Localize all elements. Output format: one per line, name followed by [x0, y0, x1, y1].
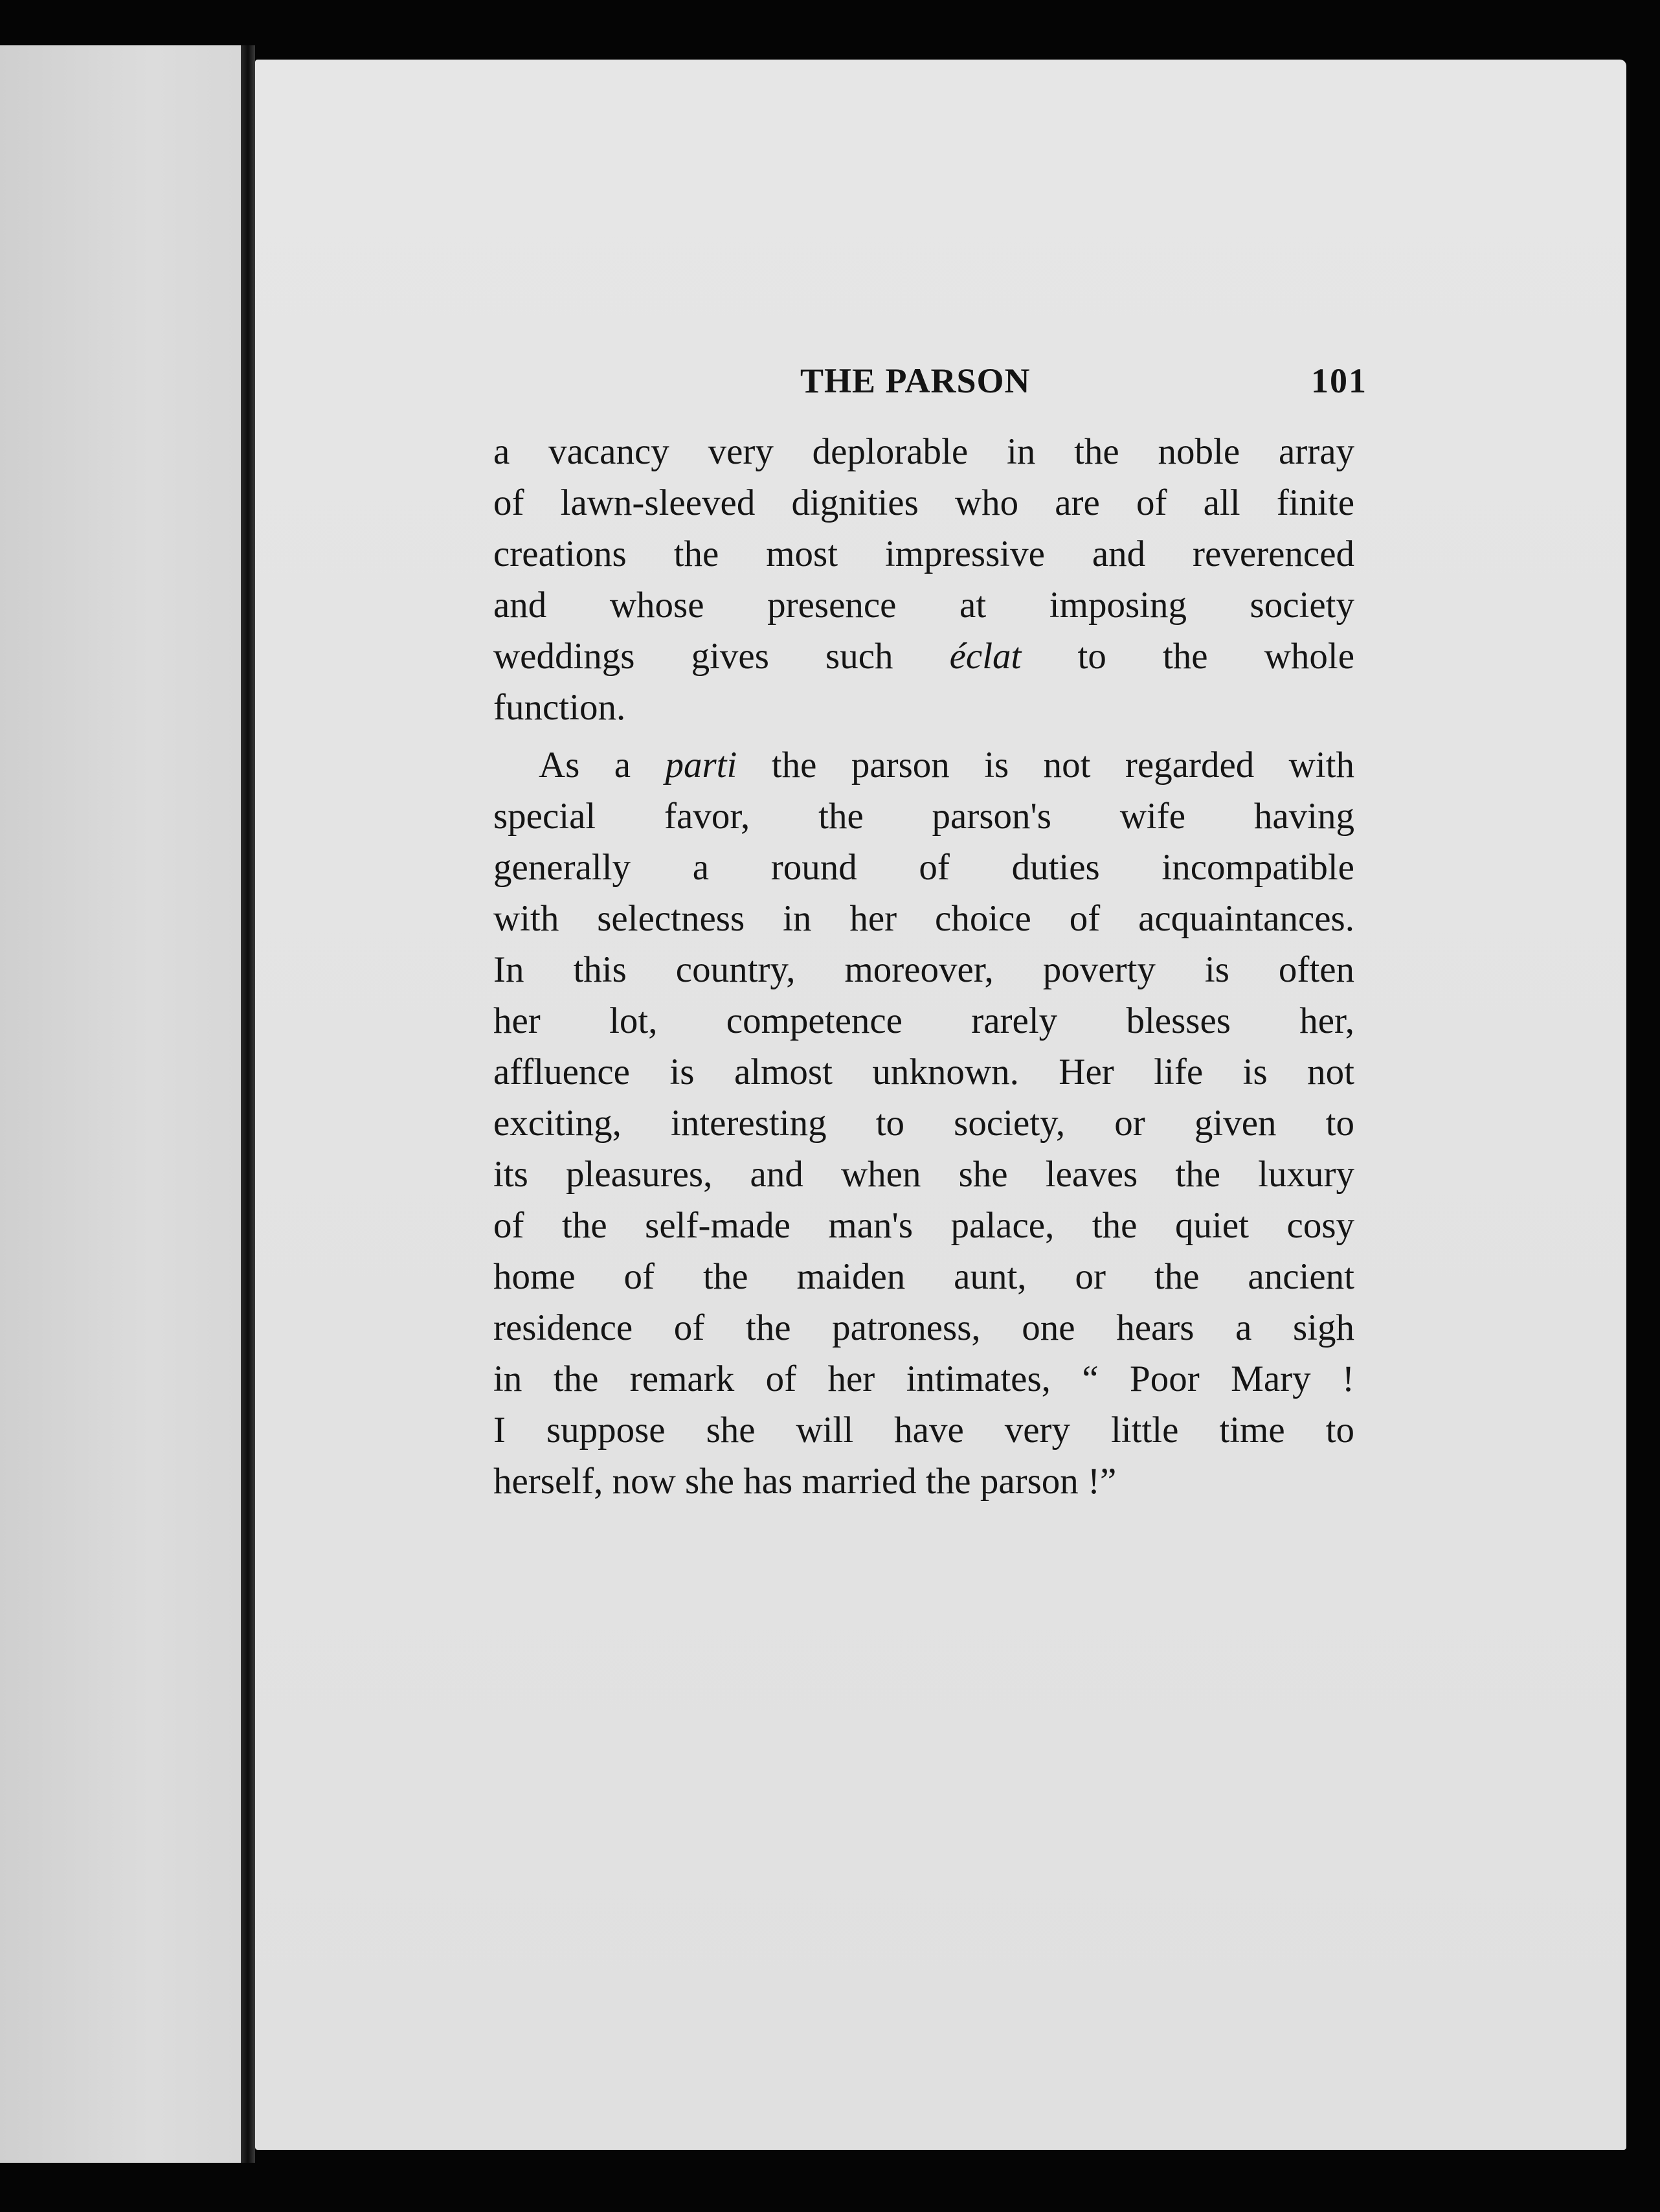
- text-line: with selectness in her choice of acquaintances.: [493, 898, 1354, 939]
- text-line: generally a round of duties incompatible: [493, 847, 1354, 888]
- text-line: exciting, interesting to society, or given to: [493, 1103, 1354, 1144]
- text-line: function.: [493, 687, 626, 728]
- left-page-edge: [0, 45, 254, 2163]
- body-text: [493, 426, 1354, 1507]
- text-line: In this country, moreover, poverty is often: [493, 949, 1354, 990]
- text-line: in the remark of her intimates, “ Poor Mary !: [493, 1359, 1354, 1399]
- book-gutter: [241, 45, 255, 2163]
- text-line: her lot, competence rarely blesses her,: [493, 1000, 1354, 1041]
- italic-word-parti: parti: [665, 745, 737, 785]
- text-segment: the parson is not regarded with: [771, 745, 1354, 785]
- text-line: affluence is almost unknown. Her life is not: [493, 1052, 1354, 1092]
- text-line: creations the most impressive and reverenced: [493, 534, 1354, 574]
- text-segment: to the whole: [1077, 636, 1354, 677]
- text-line: special favor, the parson's wife having: [493, 796, 1354, 837]
- text-line: its pleasures, and when she leaves the luxury: [493, 1154, 1354, 1195]
- text-line: home of the maiden aunt, or the ancient: [493, 1256, 1354, 1297]
- page-number: 101: [1311, 361, 1367, 400]
- text-line: a vacancy very deplorable in the noble array: [493, 431, 1354, 472]
- running-title: THE PARSON: [800, 361, 1031, 400]
- running-head: [489, 355, 1367, 407]
- paragraph-gap: [493, 733, 1354, 739]
- text-segment: As a: [539, 745, 631, 785]
- text-line: [493, 631, 1354, 682]
- text-line: herself, now she has married the parson !”: [493, 1461, 1117, 1502]
- italic-word-eclat: éclat: [949, 636, 1022, 677]
- text-line: I suppose she will have very little time to: [493, 1410, 1354, 1450]
- text-line: [493, 739, 1354, 791]
- text-segment: weddings gives such: [493, 636, 893, 677]
- text-line: of lawn-sleeved dignities who are of all finite: [493, 482, 1354, 523]
- text-line: of the self-made man's palace, the quiet cosy: [493, 1205, 1354, 1246]
- text-line: and whose presence at imposing society: [493, 585, 1354, 626]
- text-line: residence of the patroness, one hears a sigh: [493, 1307, 1354, 1348]
